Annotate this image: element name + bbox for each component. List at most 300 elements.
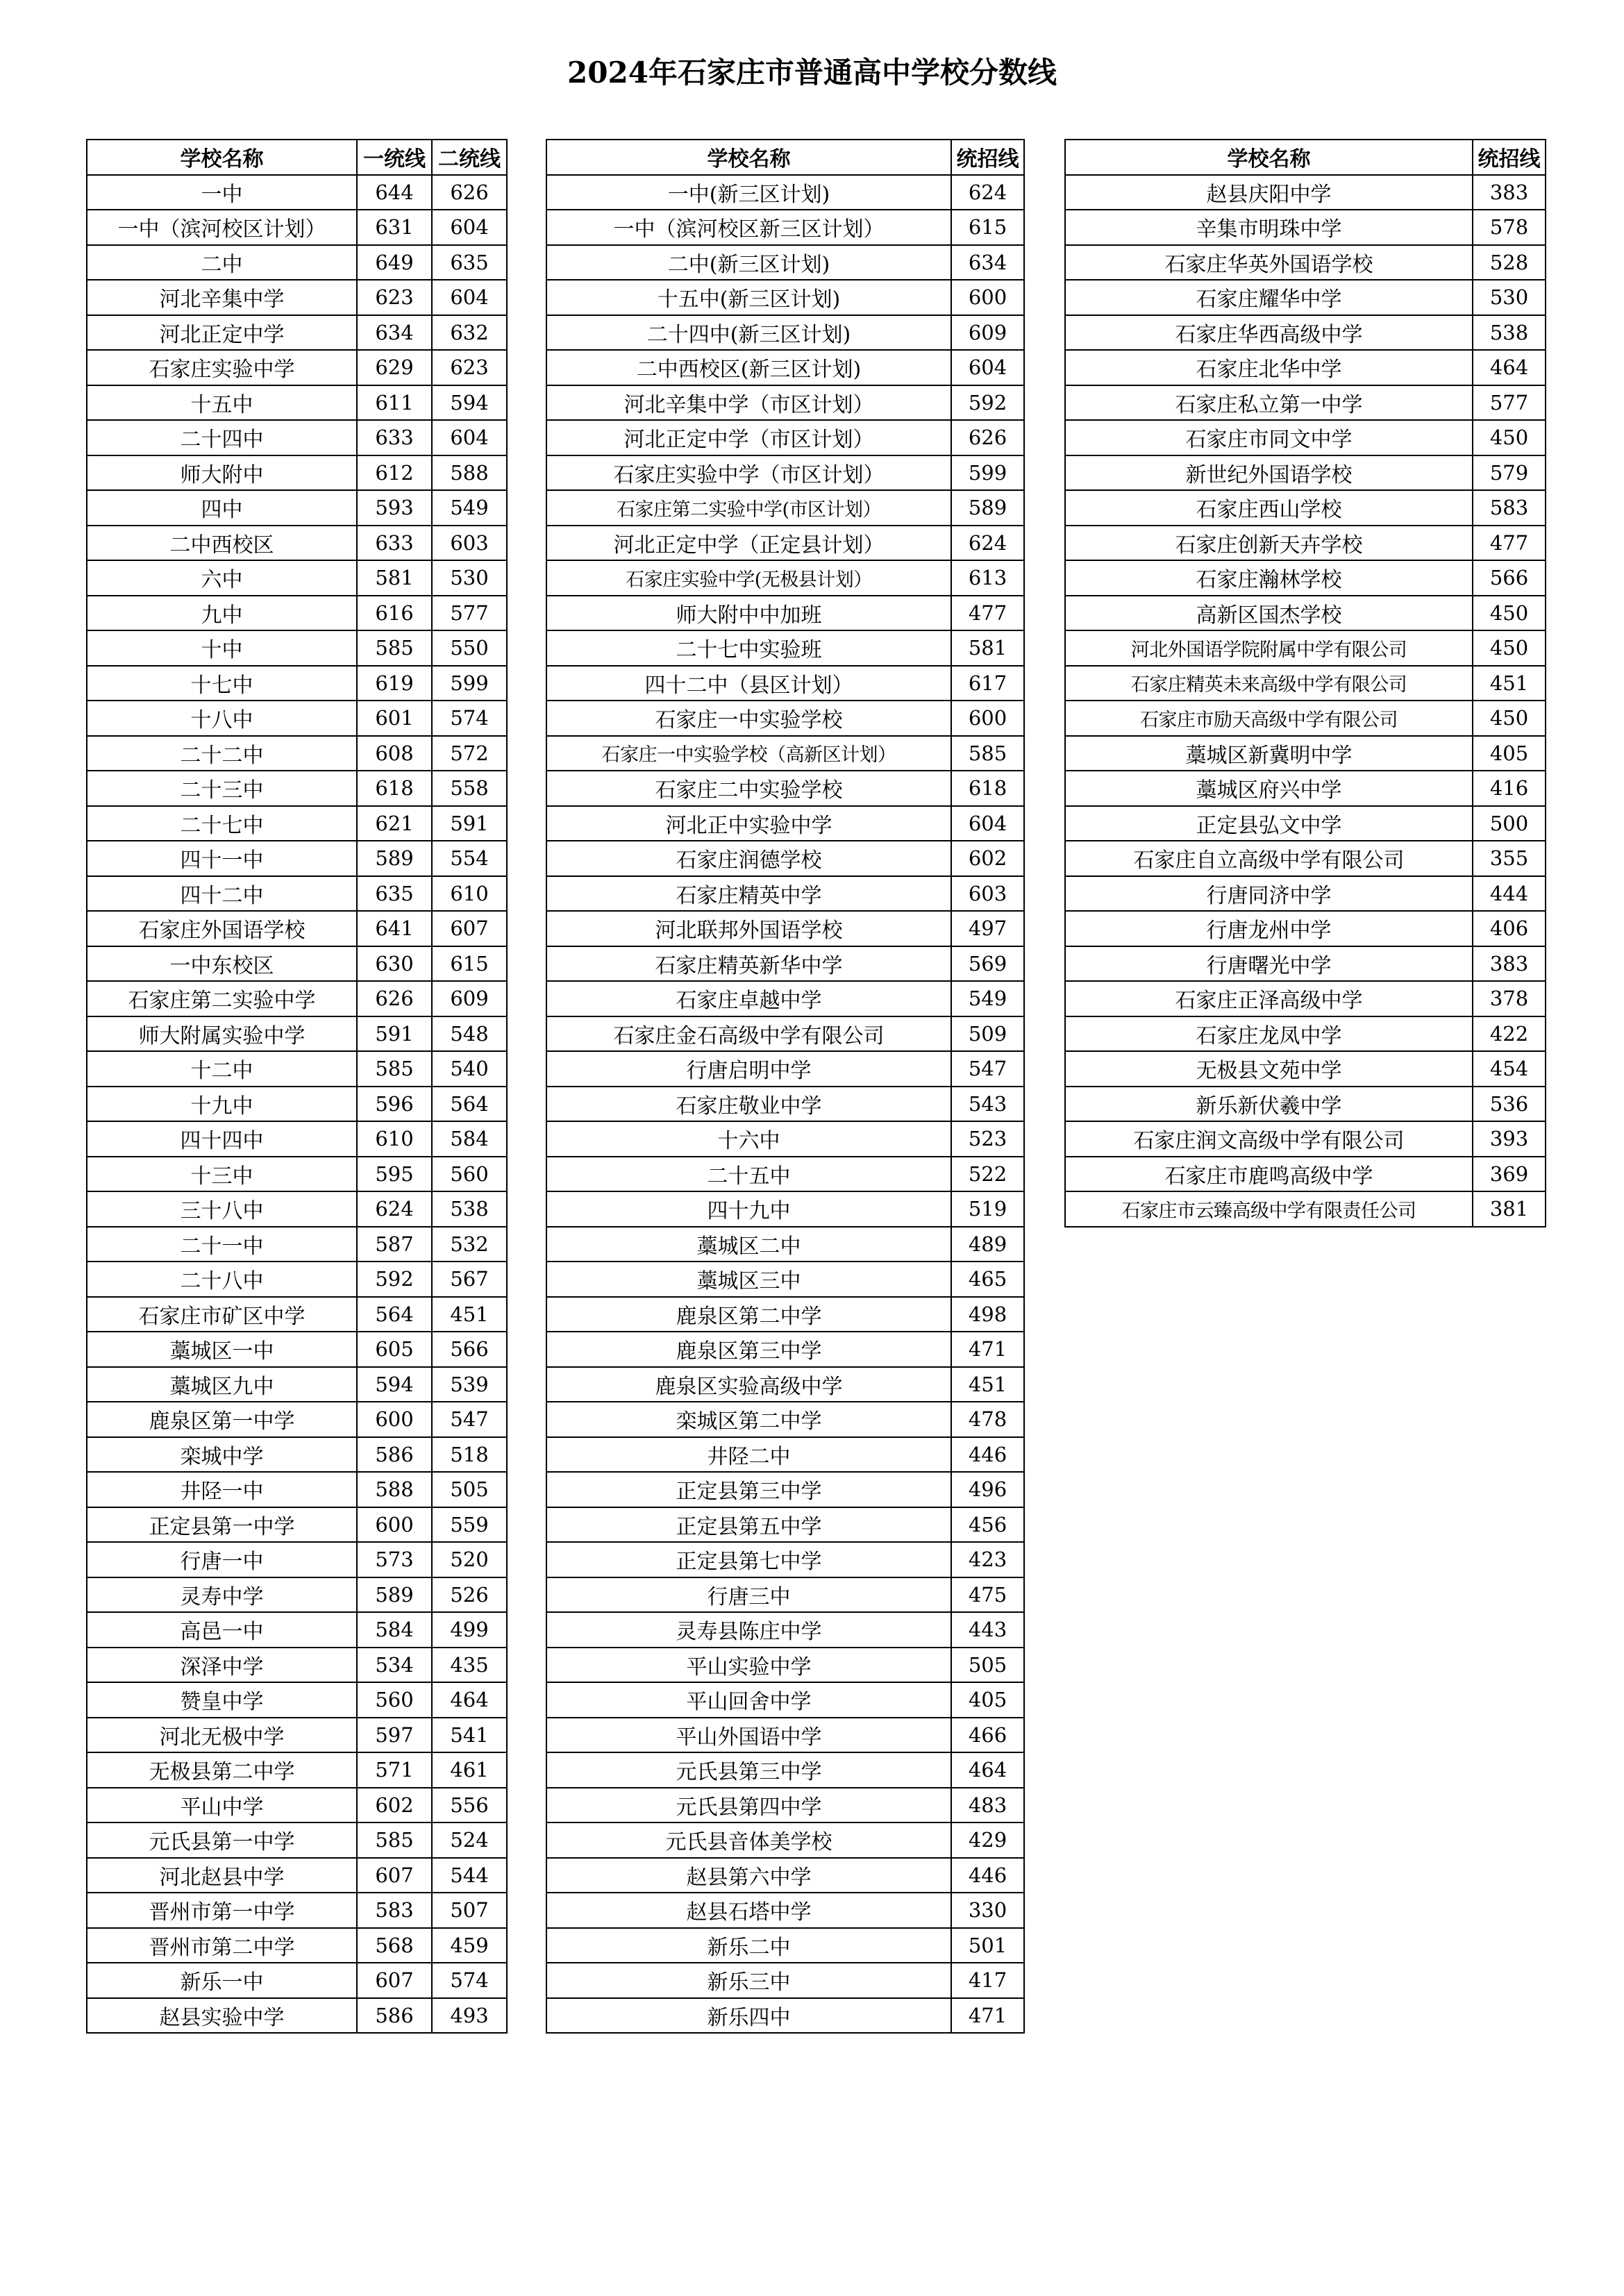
first-line-score-cell: 607: [357, 1963, 432, 1998]
second-line-score-cell: 499: [432, 1612, 507, 1648]
admission-score-cell: 600: [951, 280, 1024, 315]
school-name-cell: 平山回舍中学: [546, 1682, 951, 1718]
table-row: [1065, 736, 1546, 771]
table-row: [87, 1437, 507, 1473]
table-row: [87, 596, 507, 631]
school-name-cell: 栾城中学: [87, 1437, 357, 1473]
first-line-score-cell: 593: [357, 490, 432, 526]
table-row: [1065, 526, 1546, 561]
admission-score-cell: 579: [1473, 455, 1546, 491]
table-row: [87, 1157, 507, 1192]
table-row: [87, 385, 507, 421]
table-row: [1065, 385, 1546, 421]
school-name-cell: 新乐四中: [546, 1998, 951, 2034]
school-name-cell: 二中西校区(新三区计划): [546, 350, 951, 385]
first-line-score-cell: 568: [357, 1928, 432, 1963]
second-line-score-cell: 566: [432, 1332, 507, 1367]
table-row: [1065, 1157, 1546, 1192]
table-row: [546, 1157, 1024, 1192]
first-line-score-cell: 597: [357, 1718, 432, 1753]
school-name-cell: 二十一中: [87, 1227, 357, 1262]
table-row: [87, 666, 507, 701]
second-line-score-cell: 604: [432, 210, 507, 245]
second-line-score-cell: 461: [432, 1752, 507, 1788]
second-line-score-cell: 615: [432, 946, 507, 982]
table-row: [546, 1121, 1024, 1157]
admission-score-cell: 603: [951, 876, 1024, 912]
table-row: [546, 771, 1024, 806]
table-row: [87, 1822, 507, 1858]
school-name-cell: 十三中: [87, 1157, 357, 1192]
table-row: [546, 350, 1024, 385]
school-name-cell: 二十七中实验班: [546, 630, 951, 666]
school-name-cell: 井陉一中: [87, 1472, 357, 1507]
school-name-cell: 赵县实验中学: [87, 1998, 357, 2034]
school-name-cell: 河北辛集中学（市区计划）: [546, 385, 951, 421]
score-table-1: [86, 139, 508, 2034]
table-row: [546, 911, 1024, 946]
table-row: [87, 315, 507, 351]
admission-score-cell: 422: [1473, 1016, 1546, 1052]
school-name-cell: 正定县第五中学: [546, 1507, 951, 1543]
table-row: [87, 1227, 507, 1262]
admission-score-cell: 624: [951, 175, 1024, 210]
table-row: [1065, 210, 1546, 245]
table-row: [1065, 560, 1546, 596]
first-line-score-cell: 649: [357, 245, 432, 280]
table-row: [87, 1682, 507, 1718]
first-line-score-cell: 621: [357, 806, 432, 841]
table-row: [546, 1858, 1024, 1893]
school-name-cell: 二中: [87, 245, 357, 280]
second-line-score-cell: 548: [432, 1016, 507, 1052]
admission-score-cell: 429: [951, 1822, 1024, 1858]
school-name-cell: 石家庄市云臻高级中学有限责任公司: [1065, 1191, 1473, 1227]
table-row: [87, 701, 507, 736]
table-row: [546, 1262, 1024, 1297]
admission-score-cell: 423: [951, 1542, 1024, 1577]
school-name-cell: 石家庄私立第一中学: [1065, 385, 1473, 421]
table-row: [546, 210, 1024, 245]
admission-score-cell: 609: [951, 315, 1024, 351]
second-line-score-cell: 530: [432, 560, 507, 596]
table-row: [546, 1402, 1024, 1437]
first-line-score-cell: 619: [357, 666, 432, 701]
school-name-cell: 石家庄二中实验学校: [546, 771, 951, 806]
school-name-cell: 行唐三中: [546, 1577, 951, 1613]
table-row: [87, 946, 507, 982]
school-name-cell: 元氏县音体美学校: [546, 1822, 951, 1858]
school-name-cell: 石家庄瀚林学校: [1065, 560, 1473, 596]
school-name-cell: 十六中: [546, 1121, 951, 1157]
school-name-cell: 晋州市第二中学: [87, 1928, 357, 1963]
table-row: [1065, 771, 1546, 806]
second-line-score-cell: 540: [432, 1051, 507, 1087]
table-row: [546, 1998, 1024, 2034]
table-row: [87, 245, 507, 280]
score-table-3: [1064, 139, 1546, 1227]
school-name-cell: 石家庄北华中学: [1065, 350, 1473, 385]
school-name-cell: 十五中(新三区计划): [546, 280, 951, 315]
school-name-cell: 石家庄润德学校: [546, 841, 951, 876]
first-line-score-cell: 635: [357, 876, 432, 912]
column-header-school-name: 学校名称: [1065, 140, 1473, 175]
school-name-cell: 新乐三中: [546, 1963, 951, 1998]
table-row: [87, 1191, 507, 1227]
admission-score-cell: 444: [1473, 876, 1546, 912]
table-row: [546, 1297, 1024, 1332]
admission-score-cell: 624: [951, 526, 1024, 561]
admission-score-cell: 446: [951, 1437, 1024, 1473]
school-name-cell: 石家庄耀华中学: [1065, 280, 1473, 315]
school-name-cell: 平山外国语中学: [546, 1718, 951, 1753]
first-line-score-cell: 586: [357, 1437, 432, 1473]
table-row: [87, 1087, 507, 1122]
table-row: [1065, 490, 1546, 526]
school-name-cell: 石家庄实验中学（市区计划）: [546, 455, 951, 491]
first-line-score-cell: 592: [357, 1262, 432, 1297]
school-name-cell: 石家庄市同文中学: [1065, 420, 1473, 455]
table-row: [1065, 1121, 1546, 1157]
second-line-score-cell: 549: [432, 490, 507, 526]
school-name-cell: 石家庄创新天卉学校: [1065, 526, 1473, 561]
school-name-cell: 四十九中: [546, 1191, 951, 1227]
first-line-score-cell: 616: [357, 596, 432, 631]
second-line-score-cell: 538: [432, 1191, 507, 1227]
table-row: [87, 1577, 507, 1613]
admission-score-cell: 450: [1473, 596, 1546, 631]
table-row: [1065, 420, 1546, 455]
admission-score-cell: 443: [951, 1612, 1024, 1648]
admission-score-cell: 454: [1473, 1051, 1546, 1087]
second-line-score-cell: 526: [432, 1577, 507, 1613]
school-name-cell: 四十二中（县区计划）: [546, 666, 951, 701]
admission-score-cell: 451: [1473, 666, 1546, 701]
table-row: [87, 1297, 507, 1332]
second-line-score-cell: 539: [432, 1367, 507, 1402]
second-line-score-cell: 520: [432, 1542, 507, 1577]
school-name-cell: 赵县第六中学: [546, 1858, 951, 1893]
admission-score-cell: 456: [951, 1507, 1024, 1543]
first-line-score-cell: 596: [357, 1087, 432, 1122]
school-name-cell: 一中(新三区计划): [546, 175, 951, 210]
table-row: [87, 1998, 507, 2034]
admission-score-cell: 478: [951, 1402, 1024, 1437]
first-line-score-cell: 573: [357, 1542, 432, 1577]
table-row: [87, 1858, 507, 1893]
first-line-score-cell: 633: [357, 420, 432, 455]
admission-score-cell: 466: [951, 1718, 1024, 1753]
school-name-cell: 井陉二中: [546, 1437, 951, 1473]
school-name-cell: 石家庄华西高级中学: [1065, 315, 1473, 351]
first-line-score-cell: 600: [357, 1402, 432, 1437]
admission-score-cell: 634: [951, 245, 1024, 280]
table-row: [87, 981, 507, 1016]
first-line-score-cell: 586: [357, 1998, 432, 2034]
second-line-score-cell: 518: [432, 1437, 507, 1473]
second-line-score-cell: 556: [432, 1788, 507, 1823]
table-row: [546, 1682, 1024, 1718]
school-name-cell: 师大附中: [87, 455, 357, 491]
second-line-score-cell: 635: [432, 245, 507, 280]
second-line-score-cell: 626: [432, 175, 507, 210]
first-line-score-cell: 564: [357, 1297, 432, 1332]
school-name-cell: 一中东校区: [87, 946, 357, 982]
table-row: [87, 806, 507, 841]
school-name-cell: 二中西校区: [87, 526, 357, 561]
school-name-cell: 无极县文苑中学: [1065, 1051, 1473, 1087]
admission-score-cell: 505: [951, 1648, 1024, 1683]
table-row: [546, 1648, 1024, 1683]
column-header-school-name: 学校名称: [87, 140, 357, 175]
admission-score-cell: 613: [951, 560, 1024, 596]
second-line-score-cell: 544: [432, 1858, 507, 1893]
table-row: [1065, 280, 1546, 315]
admission-score-cell: 618: [951, 771, 1024, 806]
table-row: [1065, 981, 1546, 1016]
school-name-cell: 河北外国语学院附属中学有限公司: [1065, 630, 1473, 666]
table-header-row: [1065, 140, 1546, 175]
admission-score-cell: 626: [951, 420, 1024, 455]
second-line-score-cell: 623: [432, 350, 507, 385]
admission-score-cell: 450: [1473, 701, 1546, 736]
first-line-score-cell: 610: [357, 1121, 432, 1157]
admission-score-cell: 416: [1473, 771, 1546, 806]
table-row: [1065, 1051, 1546, 1087]
table-row: [87, 630, 507, 666]
second-line-score-cell: 564: [432, 1087, 507, 1122]
admission-score-cell: 577: [1473, 385, 1546, 421]
second-line-score-cell: 572: [432, 736, 507, 771]
school-name-cell: 赵县庆阳中学: [1065, 175, 1473, 210]
school-name-cell: 河北正定中学（市区计划）: [546, 420, 951, 455]
school-name-cell: 元氏县第一中学: [87, 1822, 357, 1858]
second-line-score-cell: 574: [432, 701, 507, 736]
first-line-score-cell: 630: [357, 946, 432, 982]
table-row: [1065, 596, 1546, 631]
admission-score-cell: 498: [951, 1297, 1024, 1332]
column-header-admission-line: 统招线: [1473, 140, 1546, 175]
school-name-cell: 石家庄市矿区中学: [87, 1297, 357, 1332]
table-row: [87, 1016, 507, 1052]
school-name-cell: 四十二中: [87, 876, 357, 912]
admission-score-cell: 585: [951, 736, 1024, 771]
table-row: [546, 420, 1024, 455]
admission-score-cell: 489: [951, 1227, 1024, 1262]
school-name-cell: 石家庄敬业中学: [546, 1087, 951, 1122]
first-line-score-cell: 601: [357, 701, 432, 736]
first-line-score-cell: 633: [357, 526, 432, 561]
school-name-cell: 石家庄正泽高级中学: [1065, 981, 1473, 1016]
school-name-cell: 新乐二中: [546, 1928, 951, 1963]
admission-score-cell: 599: [951, 455, 1024, 491]
table-row: [87, 560, 507, 596]
admission-score-cell: 530: [1473, 280, 1546, 315]
table-row: [546, 1612, 1024, 1648]
admission-score-cell: 446: [951, 1858, 1024, 1893]
school-name-cell: 二十三中: [87, 771, 357, 806]
table-row: [87, 1542, 507, 1577]
column-header-school-name: 学校名称: [546, 140, 951, 175]
admission-score-cell: 405: [951, 1682, 1024, 1718]
table-row: [1065, 630, 1546, 666]
table-row: [546, 526, 1024, 561]
table-row: [546, 1788, 1024, 1823]
admission-score-cell: 369: [1473, 1157, 1546, 1192]
first-line-score-cell: 571: [357, 1752, 432, 1788]
table-row: [1065, 350, 1546, 385]
admission-score-cell: 378: [1473, 981, 1546, 1016]
table-row: [1065, 806, 1546, 841]
school-name-cell: 行唐同济中学: [1065, 876, 1473, 912]
school-name-cell: 平山中学: [87, 1788, 357, 1823]
school-name-cell: 石家庄第二实验中学(市区计划）: [546, 490, 951, 526]
school-name-cell: 河北正中实验中学: [546, 806, 951, 841]
table-row: [546, 666, 1024, 701]
table-row: [546, 385, 1024, 421]
school-name-cell: 二十五中: [546, 1157, 951, 1192]
column-header-admission-line: 统招线: [951, 140, 1024, 175]
table-header-row: [546, 140, 1024, 175]
school-name-cell: 一中（滨河校区计划）: [87, 210, 357, 245]
second-line-score-cell: 577: [432, 596, 507, 631]
second-line-score-cell: 574: [432, 1963, 507, 1998]
table-row: [1065, 1087, 1546, 1122]
first-line-score-cell: 589: [357, 841, 432, 876]
school-name-cell: 二中(新三区计划): [546, 245, 951, 280]
second-line-score-cell: 604: [432, 280, 507, 315]
second-line-score-cell: 632: [432, 315, 507, 351]
school-name-cell: 十中: [87, 630, 357, 666]
school-name-cell: 元氏县第四中学: [546, 1788, 951, 1823]
school-name-cell: 石家庄市鹿鸣高级中学: [1065, 1157, 1473, 1192]
table-row: [546, 315, 1024, 351]
table-row: [87, 1893, 507, 1928]
admission-score-cell: 497: [951, 911, 1024, 946]
school-name-cell: 石家庄精英未来高级中学有限公司: [1065, 666, 1473, 701]
table-row: [1065, 315, 1546, 351]
table-row: [87, 526, 507, 561]
first-line-score-cell: 612: [357, 455, 432, 491]
table-row: [1065, 876, 1546, 912]
school-name-cell: 石家庄一中实验学校: [546, 701, 951, 736]
table-row: [1065, 946, 1546, 982]
table-row: [87, 1752, 507, 1788]
school-name-cell: 正定县弘文中学: [1065, 806, 1473, 841]
second-line-score-cell: 547: [432, 1402, 507, 1437]
school-name-cell: 辛集市明珠中学: [1065, 210, 1473, 245]
first-line-score-cell: 583: [357, 1893, 432, 1928]
school-name-cell: 师大附属实验中学: [87, 1016, 357, 1052]
table-row: [546, 175, 1024, 210]
table-row: [546, 245, 1024, 280]
school-name-cell: 新乐新伏羲中学: [1065, 1087, 1473, 1122]
first-line-score-cell: 605: [357, 1332, 432, 1367]
first-line-score-cell: 595: [357, 1157, 432, 1192]
table-row: [87, 736, 507, 771]
table-row: [1065, 245, 1546, 280]
second-line-score-cell: 524: [432, 1822, 507, 1858]
table-row: [1065, 1191, 1546, 1227]
admission-score-cell: 477: [951, 596, 1024, 631]
table-row: [87, 1402, 507, 1437]
admission-score-cell: 471: [951, 1332, 1024, 1367]
table-row: [87, 911, 507, 946]
first-line-score-cell: 641: [357, 911, 432, 946]
first-line-score-cell: 618: [357, 771, 432, 806]
school-name-cell: 高新区国杰学校: [1065, 596, 1473, 631]
second-line-score-cell: 560: [432, 1157, 507, 1192]
first-line-score-cell: 629: [357, 350, 432, 385]
school-name-cell: 平山实验中学: [546, 1648, 951, 1683]
school-name-cell: 深泽中学: [87, 1648, 357, 1683]
admission-score-cell: 483: [951, 1788, 1024, 1823]
admission-score-cell: 450: [1473, 630, 1546, 666]
school-name-cell: 新乐一中: [87, 1963, 357, 1998]
second-line-score-cell: 559: [432, 1507, 507, 1543]
table-row: [87, 455, 507, 491]
school-name-cell: 行唐龙州中学: [1065, 911, 1473, 946]
second-line-score-cell: 459: [432, 1928, 507, 1963]
school-name-cell: 三十八中: [87, 1191, 357, 1227]
first-line-score-cell: 608: [357, 736, 432, 771]
school-name-cell: 新世纪外国语学校: [1065, 455, 1473, 491]
table-row: [546, 596, 1024, 631]
school-name-cell: 二十四中(新三区计划): [546, 315, 951, 351]
school-name-cell: 四十四中: [87, 1121, 357, 1157]
admission-score-cell: 543: [951, 1087, 1024, 1122]
school-name-cell: 石家庄实验中学: [87, 350, 357, 385]
table-row: [87, 420, 507, 455]
admission-score-cell: 477: [1473, 526, 1546, 561]
admission-score-cell: 381: [1473, 1191, 1546, 1227]
admission-score-cell: 405: [1473, 736, 1546, 771]
school-name-cell: 元氏县第三中学: [546, 1752, 951, 1788]
table-row: [546, 946, 1024, 982]
school-name-cell: 藁城区三中: [546, 1262, 951, 1297]
school-name-cell: 石家庄西山学校: [1065, 490, 1473, 526]
table-row: [546, 876, 1024, 912]
school-name-cell: 十八中: [87, 701, 357, 736]
second-line-score-cell: 435: [432, 1648, 507, 1683]
school-name-cell: 河北赵县中学: [87, 1858, 357, 1893]
table-row: [87, 1788, 507, 1823]
admission-score-cell: 519: [951, 1191, 1024, 1227]
school-name-cell: 十二中: [87, 1051, 357, 1087]
second-line-score-cell: 541: [432, 1718, 507, 1753]
table-row: [546, 1087, 1024, 1122]
score-table-2: [546, 139, 1025, 2034]
admission-score-cell: 600: [951, 701, 1024, 736]
second-line-score-cell: 451: [432, 1297, 507, 1332]
table-row: [87, 876, 507, 912]
school-name-cell: 河北正定中学（正定县计划）: [546, 526, 951, 561]
school-name-cell: 赞皇中学: [87, 1682, 357, 1718]
school-name-cell: 石家庄金石高级中学有限公司: [546, 1016, 951, 1052]
school-name-cell: 二十二中: [87, 736, 357, 771]
admission-score-cell: 528: [1473, 245, 1546, 280]
first-line-score-cell: 588: [357, 1472, 432, 1507]
column-header-first-line: 一统线: [357, 140, 432, 175]
table-row: [1065, 455, 1546, 491]
admission-score-cell: 602: [951, 841, 1024, 876]
table-row: [546, 1191, 1024, 1227]
admission-score-cell: 501: [951, 1928, 1024, 1963]
school-name-cell: 藁城区府兴中学: [1065, 771, 1473, 806]
second-line-score-cell: 505: [432, 1472, 507, 1507]
admission-score-cell: 604: [951, 806, 1024, 841]
first-line-score-cell: 607: [357, 1858, 432, 1893]
